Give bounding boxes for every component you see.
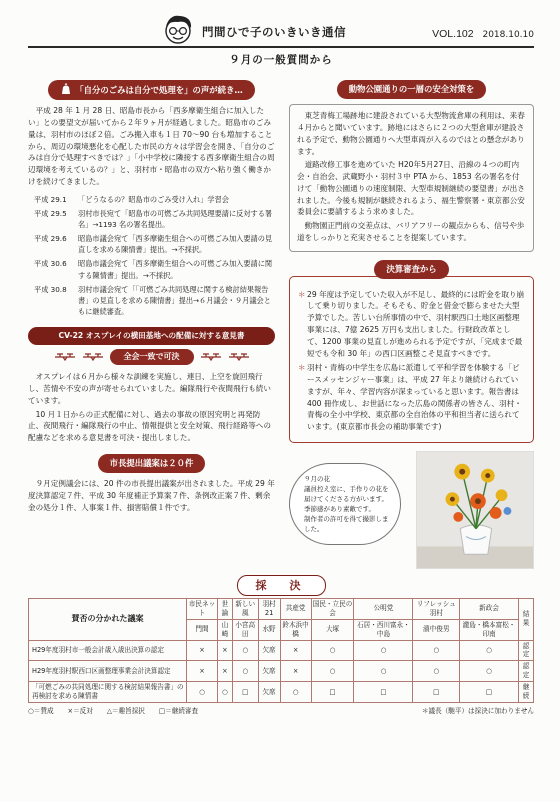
party-members: 濱中俊男	[413, 619, 460, 640]
party-members: 瀧島・橋本富松・印南	[460, 619, 519, 640]
masthead	[28, 10, 534, 48]
article-heading-garbage: 「自分のごみは自分で処理を」の声が続き…	[48, 80, 255, 100]
timeline-row: 平成 29.6 昭島市議会宛て「西多摩衛生組合への可燃ごみ加入要請の見直しを求める陳情書」提出。→不採択。	[34, 234, 273, 255]
osprey-article-body-2: 10 月１日からの正式配備に対し、過去の事故の原因究明と再発防止、夜間飛行・編隊飛行の中止、情報提供と安全対策、飛行経路等への配慮などを求める意見書を可決・提出しました。	[28, 409, 271, 443]
bill-column-header: 賛否の分かれた議案	[29, 598, 187, 640]
garbage-bag-icon	[60, 83, 72, 95]
osprey-article-body-1: オスプレイは６月から様々な訓練を実施し、連日、上空を旋回飛行し、苦情や不安の声が寄せられていました。編隊飛行や夜間飛行も続いています。	[28, 372, 271, 405]
vote-mark: ○	[280, 682, 311, 703]
flower-arrangement-photo	[416, 451, 534, 569]
vote-result: 認定	[519, 640, 534, 661]
vote-mark: ○	[311, 661, 354, 682]
timeline-row: 平成 30.6 昭島市議会宛て「西多摩衛生組合への可燃ごみ加入要請に関する陳情書」提出。→不採択。	[34, 259, 273, 280]
vote-table-header-row	[29, 598, 534, 619]
osprey-plane-icon	[82, 352, 104, 362]
vote-mark: ○	[232, 661, 258, 682]
left-column	[28, 74, 275, 569]
vote-section-title: 採 決	[237, 575, 326, 596]
article-heading-bills: 市長提出議案は２０件	[98, 454, 206, 473]
photo-caption: ９月の花 議員控え室に、手作りの花を届けてくださる方がいます。 季節感があり素敵です。 制作者の許可を得て撮影しました。	[289, 463, 401, 545]
bills-article-body: ９月定例議会には、20 件の市長提出議案が出されました。平成 29 年度決算認定７件、平成 30 年度補正予算案７件、条例改正案７件、剰余金の処分１件、人事案１件、損害賠償１件です。	[28, 478, 275, 512]
vote-mark: ×	[280, 661, 311, 682]
party-header: 国民・立民の会	[311, 598, 354, 619]
audit-item: ＊ 29 年度は予定していた収入が不足し、最終的には貯金を取り崩して乗り切りました。そもそも、貯金と借金で膨らませた大型予算でした。苦しい台所事情の中で、羽村駅西口土地区画整理事業には、7億 2625 万円も支出しました。行財政改革として、1200 事業の見直しが進められる予定ですが、「完成まで最短でも令和 30 年」の西口区画整こそ見直すべきです。	[298, 289, 525, 358]
vote-row	[29, 640, 534, 661]
vote-mark: 欠席	[258, 661, 280, 682]
vote-mark: ○	[311, 640, 354, 661]
party-members: 鈴木浜中橋	[280, 619, 311, 640]
vote-mark: ○	[413, 661, 460, 682]
party-header: 公明党	[354, 598, 413, 619]
osprey-plane-icon	[228, 352, 250, 362]
vote-mark: □	[413, 682, 460, 703]
audit-item: ＊ 羽村・青梅の中学生を広島に派遣して平和学習を体験する「ピースメッセンジャー事業」は、平成 27 年より継続けられていますが、年々、学習内容が深まっていると思います。報告書は 400 冊作成し、お世話になった広島の関係者の皆さん、羽村・青梅の全小中学校、東京都の全自治体の平和担当者に送られています。(東京都市長会の補助事業です)	[298, 363, 522, 432]
osprey-plane-icon	[54, 352, 76, 362]
party-members: 山崎	[217, 619, 232, 640]
garbage-article-body: 平成 28 年 1 月 28 日、昭島市長から「西多摩衛生組合に加入したい」との要望文が届いてから２年９ヶ月が経過しました。昭島市のごみ量は、羽村市のほぼ２倍。ごみ搬入車も１日 70～90 台も増加することから、周辺の環境悪化を心配した市民の方々は学習会を開き、「自分のごみは自分で処理すべきでは？」「小中学校に隣接する西多摩衛生組合の周辺環境を考えているの？」と、羽村市・昭島市の双方へ粘り強く働きかけを続けてきました。	[28, 106, 275, 186]
vote-mark: ○	[187, 682, 218, 703]
vote-legend	[28, 706, 534, 716]
bill-name: H29年度羽村駅西口区画整理事業会計決算認定	[29, 661, 187, 682]
road-safety-body-1: 東芝青梅工場跡地に建設されている大型物流倉庫の利用は、来春４月からと聞いています。跡地にはさらに２つの大型倉庫が建設される予定で、動物公園通りへ大型車両が入るのではとの懸念があります。	[297, 111, 525, 156]
vote-mark: ○	[460, 661, 519, 682]
party-members: 小宮高田	[232, 619, 258, 640]
road-safety-article	[289, 104, 534, 251]
masthead-title: 門間ひで子のいきいき通信	[202, 25, 346, 40]
legend-item: ×＝反対	[67, 706, 93, 715]
vote-result: 継続	[519, 682, 534, 703]
party-members: 門間	[187, 619, 218, 640]
vote-mark: ○	[413, 640, 460, 661]
result-column-header: 結果	[519, 598, 534, 640]
vote-mark: 欠席	[258, 640, 280, 661]
vote-mark: □	[354, 682, 413, 703]
party-header: リフレッシュ羽村	[413, 598, 460, 619]
bill-name: H29年度羽村市一般会計歳入歳出決算の認定	[29, 640, 187, 661]
mascot-face-icon	[158, 12, 198, 46]
vote-table	[28, 598, 534, 703]
timeline-row: 平成 30.8 羽村市議会宛て「「可燃ごみ共同処理に関する検討結果報告書」の見直しを求める陳情書」提出→６月議会・９月議会ともに継続審査。	[34, 284, 271, 317]
vote-row	[29, 682, 534, 703]
vote-mark: ×	[217, 661, 232, 682]
garbage-timeline	[34, 194, 275, 318]
vote-mark: ○	[354, 661, 413, 682]
right-column	[289, 74, 534, 569]
timeline-row: 平成 29.5 羽村市長宛て「昭島市の可燃ごみ共同処理要請に反対する署名」→1193 名の署名提出。	[34, 208, 273, 229]
article-heading-osprey: CV-22 オスプレイの横田基地への配備に対する意見書	[28, 327, 275, 345]
unanimous-row	[28, 349, 275, 365]
party-header: 市民ネット	[187, 598, 218, 619]
osprey-plane-icon	[200, 352, 222, 362]
vote-row	[29, 661, 534, 682]
party-header: 新しい風	[232, 598, 258, 619]
issue-info	[432, 26, 534, 43]
road-safety-body-2: 道路改修工事を進めていた H20年5月27日、沿線の４つの町内会・自治会、武蔵野小・羽村３中 PTA から、1853 名の署名を付けて「動物公園通りの速度制限、大型車規制継続の要望書」が出されました。今後も規制が継続されるよう、福生警察署・東京都公安委員会に要請するよう求めました。	[297, 160, 525, 217]
party-header: 世論	[217, 598, 232, 619]
unanimous-badge: 全会一致で可決	[110, 349, 194, 365]
vote-mark: ○	[354, 640, 413, 661]
vote-mark: ○	[460, 640, 519, 661]
party-members: 水野	[258, 619, 280, 640]
party-header: 共産党	[280, 598, 311, 619]
legend-item: △＝趣旨採択	[106, 706, 145, 715]
road-safety-body-3: 動物園正門前の交差点は、バリアフリーの観点からも、信号や歩道をしっかりと充実させることを提案しています。	[297, 221, 525, 242]
party-header: 羽村21	[258, 598, 280, 619]
issue-date: 2018.10.10	[482, 30, 534, 41]
legend-item: ○＝賛成	[28, 706, 54, 715]
vote-mark: ○	[217, 682, 232, 703]
article-heading-road-safety: 動物公園通りの一層の安全対策を	[337, 80, 487, 99]
vote-mark: 欠席	[258, 682, 280, 703]
vote-mark: ×	[217, 640, 232, 661]
party-members: 石居・西川富永・中島	[354, 619, 413, 640]
timeline-row: 平成 29.1 「どうなるの？昭島市のごみ受け入れ」学習会	[34, 194, 229, 204]
vote-mark: ○	[232, 640, 258, 661]
party-members: 大塚	[311, 619, 354, 640]
article-heading-audit: 決算審査から	[374, 260, 448, 279]
vote-result: 認定	[519, 661, 534, 682]
chair-note: ＊議長（馳平）は採決に加わりません	[421, 706, 534, 715]
vote-mark: ×	[187, 661, 218, 682]
volume-number: VOL.102	[432, 28, 474, 41]
audit-article	[289, 276, 534, 443]
vote-mark: ×	[187, 640, 218, 661]
section-title: ９月の一般質問から	[229, 54, 333, 66]
vote-mark: □	[460, 682, 519, 703]
vote-mark: ×	[280, 640, 311, 661]
party-header: 新政会	[460, 598, 519, 619]
legend-item: □＝継続審査	[158, 706, 199, 715]
flower-photo-section	[289, 451, 534, 569]
bill-name: 「可燃ごみの共同処理に関する検討結果報告書」の再検討を求める陳情書	[29, 682, 187, 703]
vote-mark: □	[311, 682, 354, 703]
vote-mark: □	[232, 682, 258, 703]
